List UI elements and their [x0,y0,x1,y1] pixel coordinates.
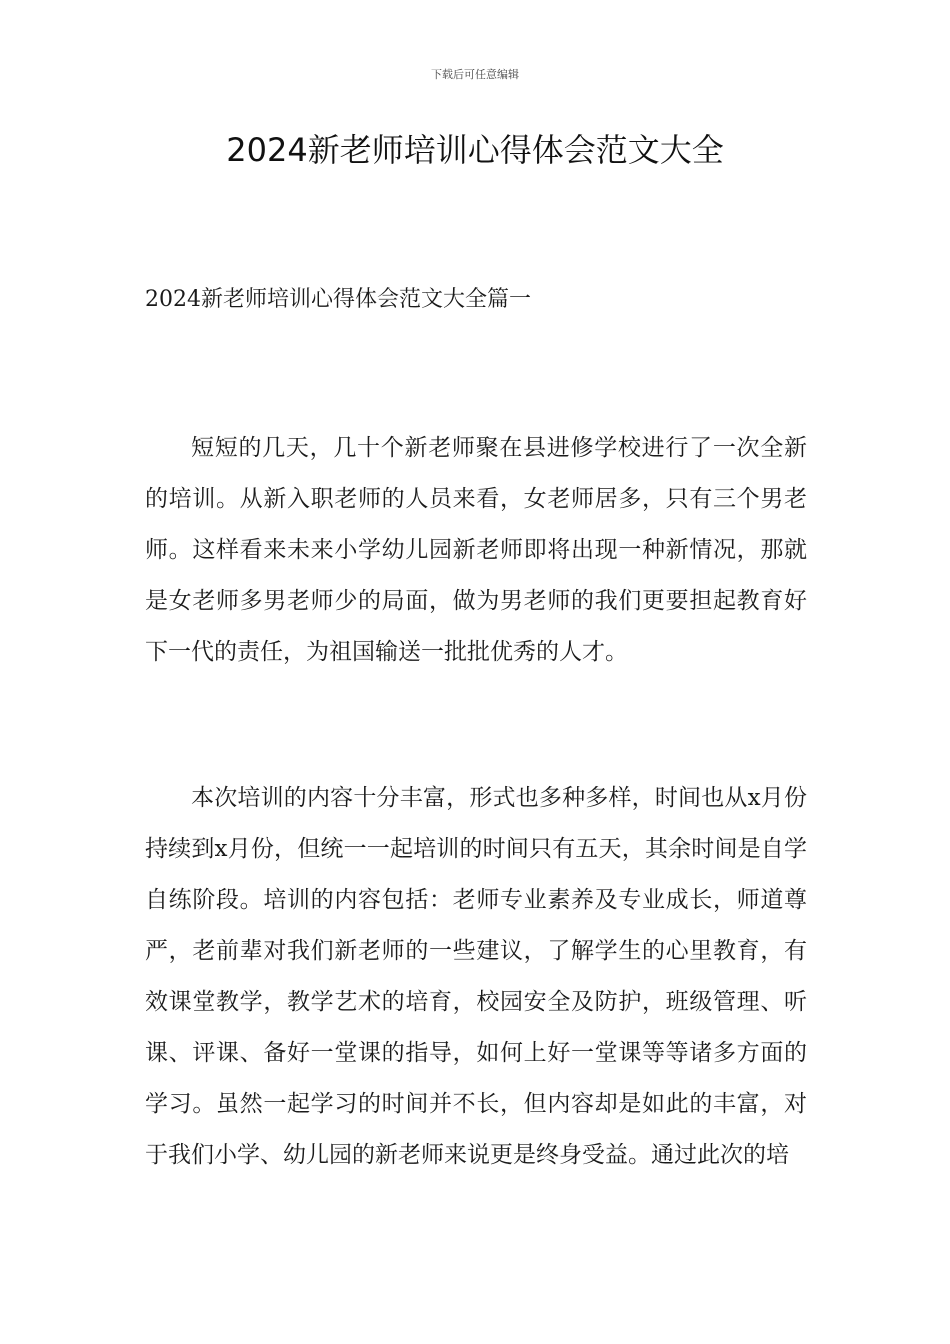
document-title: 2024新老师培训心得体会范文大全 [226,131,724,169]
body-paragraph-1: 短短的几天，几十个新老师聚在县进修学校进行了一次全新的培训。从新入职老师的人员来看，女老师居多，只有三个男老师。这样看来未来小学幼儿园新老师即将出现一种新情况，那就是女老师多男老师少的局面，做为男老师的我们更要担起教育好下一代的责任，为祖国输送一批批优秀的人才。 [145,435,807,665]
header-note: 下载后可任意编辑 [431,68,519,81]
body-paragraph-2: 本次培训的内容十分丰富，形式也多种多样，时间也从x月份持续到x月份，但统一一起培训的时间只有五天，其余时间是自学自练阶段。培训的内容包括：老师专业素养及专业成长，师道尊严，老前辈对我们新老师的一些建议，了解学生的心里教育，有效课堂教学，教学艺术的培育，校园安全及防护，班级管理、听课、评课、备好一堂课的指导，如何上好一堂课等等诸多方面的学习。虽然一起学习的时间并不长，但内容却是如此的丰富，对于我们小学、幼儿园的新老师来说更是终身受益。通过此次的培 [145,785,807,1168]
section-heading: 2024新老师培训心得体会范文大全篇一 [145,287,531,312]
